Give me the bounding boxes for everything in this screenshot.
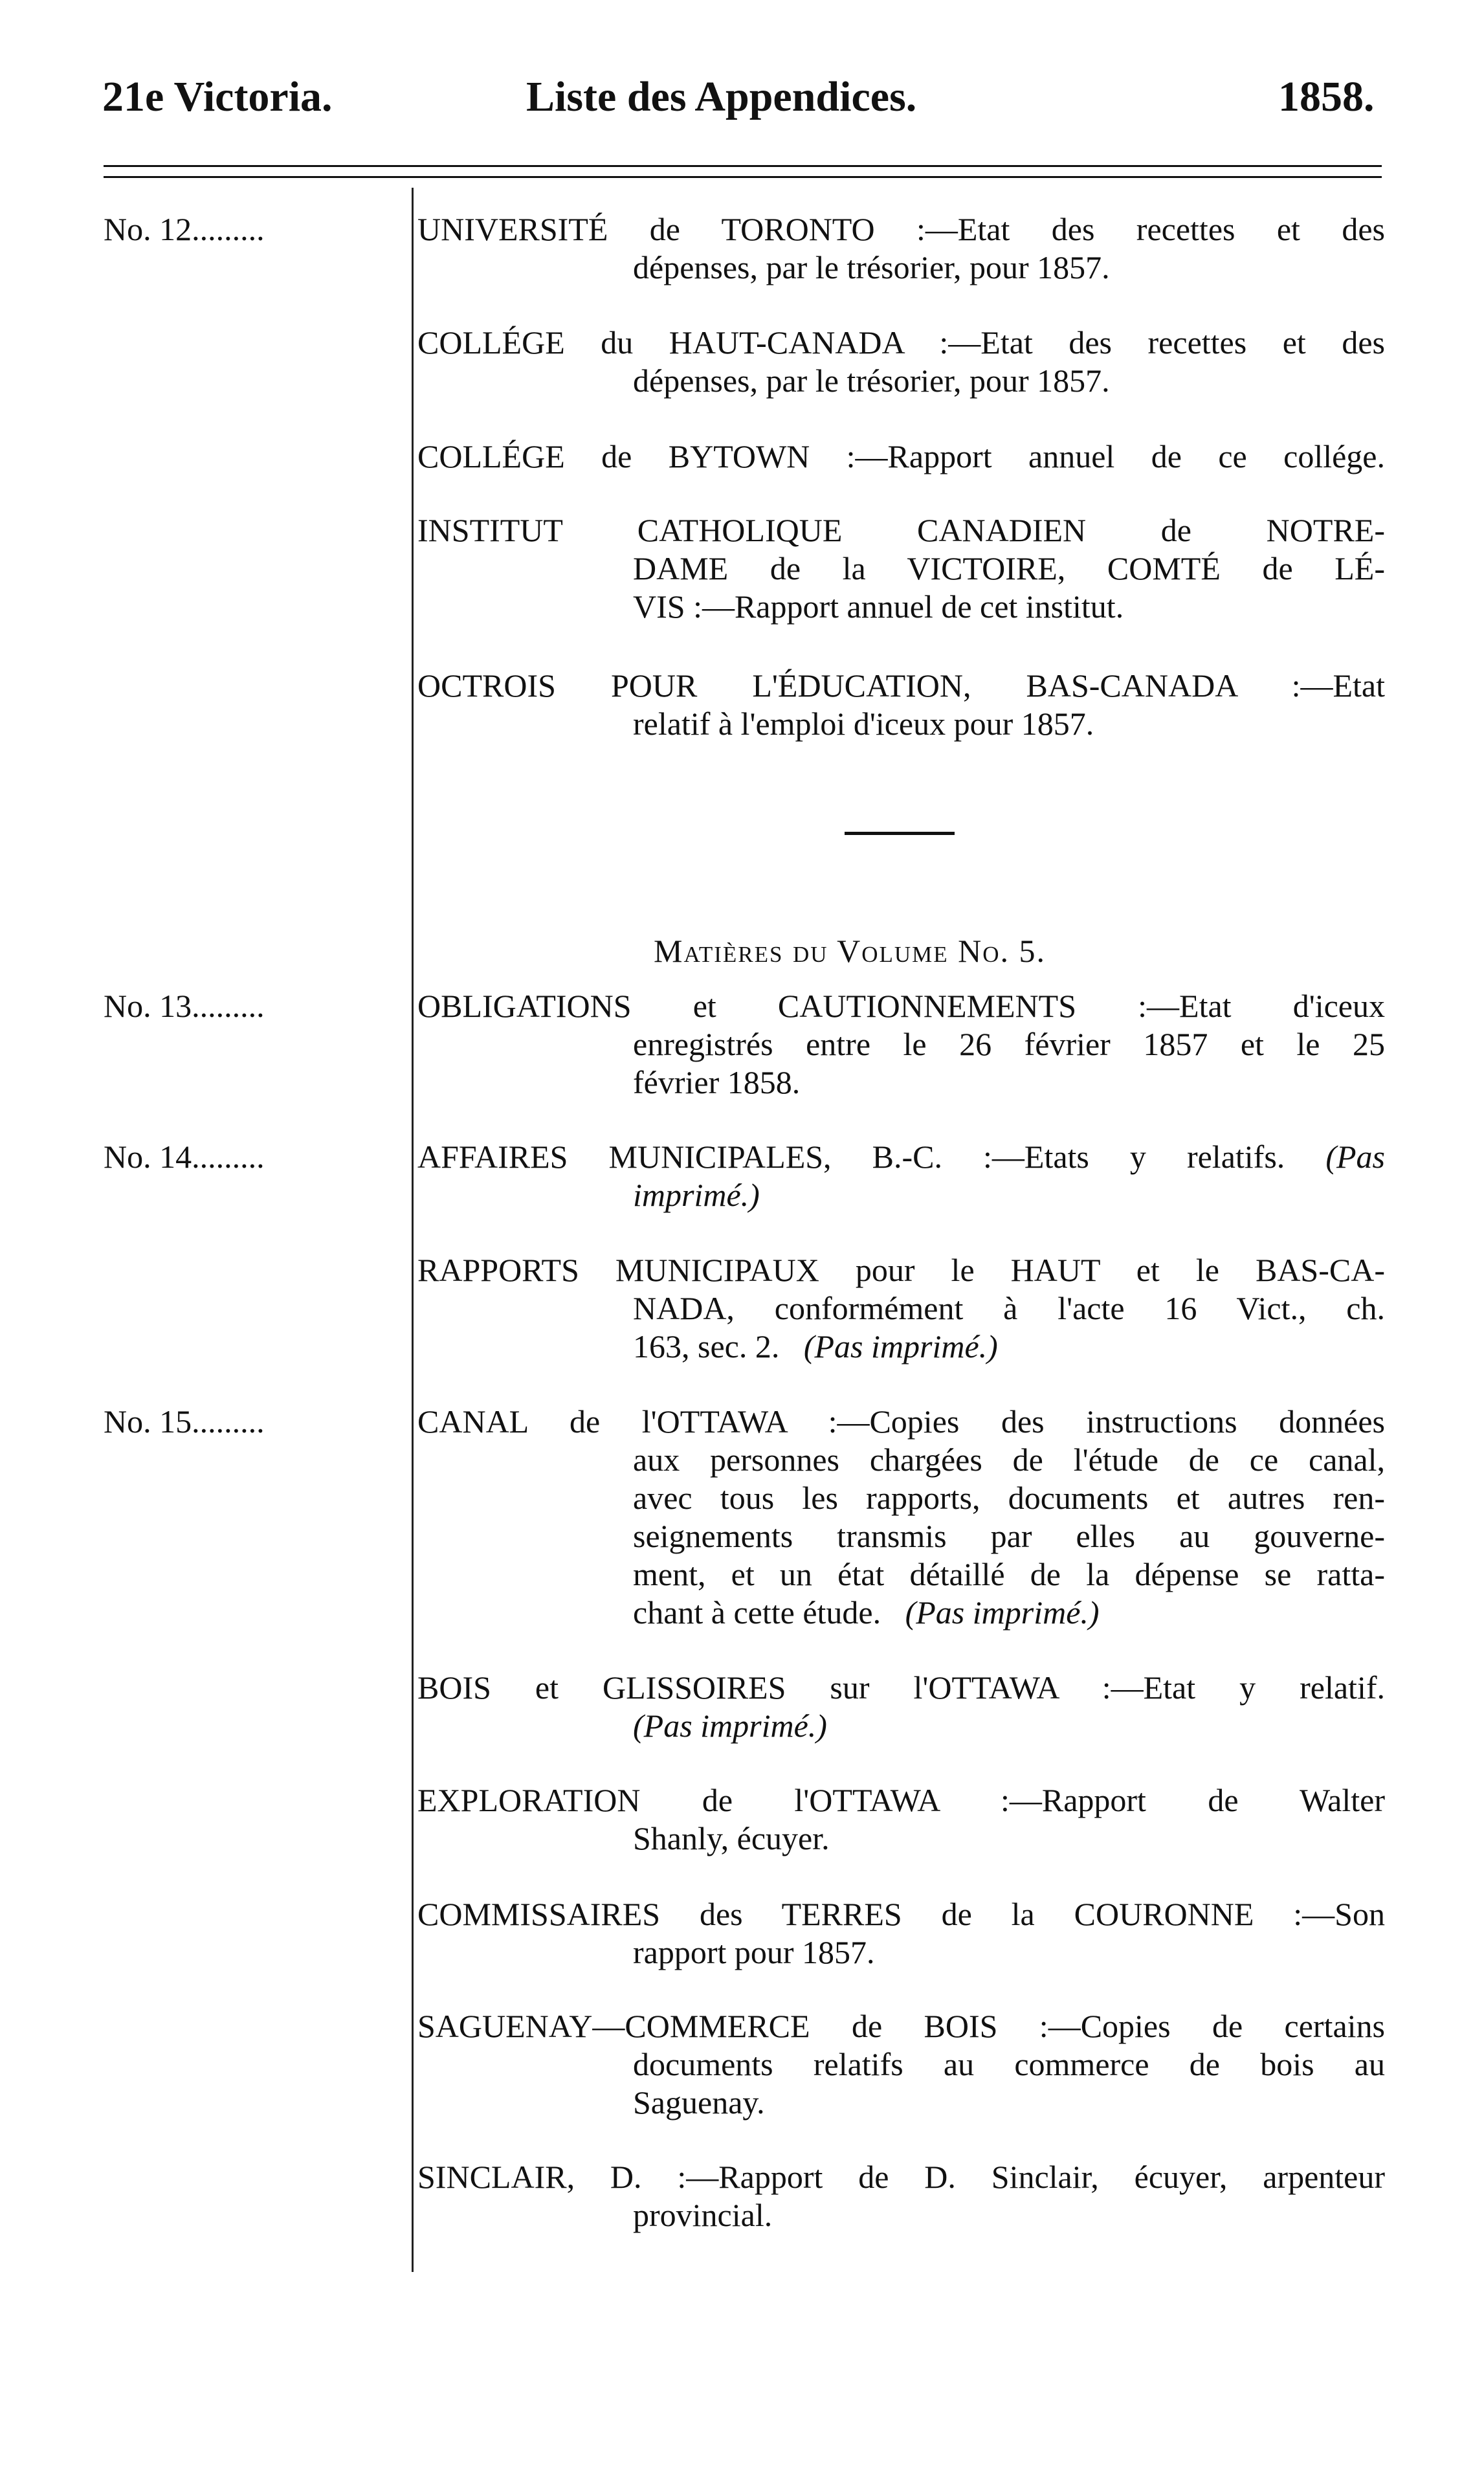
entry-rapports-municipaux (417, 1251, 1385, 1366)
entry-line: NADA, conformément à l'acte 16 Vict., ch. (633, 1290, 1385, 1326)
entry-octrois-education (417, 667, 1385, 743)
entry-note: imprimé.) (633, 1177, 760, 1213)
section-separator (845, 832, 955, 835)
entry-line: Saguenay. (633, 2084, 765, 2121)
entry-line: provincial. (633, 2197, 773, 2233)
entry-line (417, 1594, 1385, 1632)
entry-line: Shanly, écuyer. (633, 1820, 830, 1856)
header-rule-top (104, 165, 1382, 167)
entry-line: relatif à l'emploi d'iceux pour 1857. (633, 706, 1094, 742)
entry-line: enregistrés entre le 26 février 1857 et le 25 (633, 1026, 1385, 1062)
entry-college-bytown (417, 438, 1385, 476)
entry-line: rapport pour 1857. (633, 1934, 875, 1970)
entry-line: ment, et un état détaillé de la dépense se ratta- (633, 1556, 1385, 1592)
entry-line: CANAL de l'OTTAWA :—Copies des instructions données (417, 1403, 1385, 1440)
appendix-number-12: No. 12......... (104, 211, 265, 247)
entry-line: VIS :—Rapport annuel de cet institut. (633, 588, 1124, 625)
entry-line (417, 1707, 1385, 1745)
header-session: 21e Victoria. (102, 73, 333, 120)
section-title: Matières du Volume No. 5. (654, 933, 1047, 969)
entry-line: UNIVERSITÉ de TORONTO :—Etat des recettes et des (417, 211, 1385, 247)
entry-line: INSTITUT CATHOLIQUE CANADIEN de NOTRE- (417, 512, 1385, 548)
entry-commissaires-terres (417, 1895, 1385, 1972)
entry-line: DAME de la VICTOIRE, COMTÉ de LÉ- (633, 550, 1385, 586)
entry-line: OCTROIS POUR L'ÉDUCATION, BAS-CANADA :—Etat (417, 667, 1385, 704)
entry-text: 163, sec. 2. (633, 1328, 780, 1364)
entry-line: aux personnes chargées de l'étude de ce canal, (633, 1442, 1385, 1478)
entry-affaires-municipales (417, 1138, 1385, 1214)
appendix-number-13: No. 13......... (104, 988, 265, 1024)
entry-note: (Pas (1325, 1139, 1385, 1175)
entry-note: (Pas imprimé.) (803, 1328, 998, 1364)
entry-line: SAGUENAY—COMMERCE de BOIS :—Copies de certains (417, 2008, 1385, 2044)
entry-exploration-ottawa (417, 1781, 1385, 1858)
header-title: Liste des Appendices. (526, 73, 917, 120)
header-rule-bottom (104, 176, 1382, 178)
entry-canal-ottawa (417, 1403, 1385, 1632)
appendix-number-15: No. 15......... (104, 1403, 265, 1440)
entry-line (417, 1328, 1385, 1366)
entry-line: EXPLORATION de l'OTTAWA :—Rapport de Walter (417, 1782, 1385, 1818)
entry-saguenay-commerce (417, 2007, 1385, 2122)
entry-line: dépenses, par le trésorier, pour 1857. (633, 249, 1110, 285)
entry-institut-catholique (417, 511, 1385, 626)
entry-line (417, 1138, 1385, 1176)
entry-sinclair (417, 2158, 1385, 2234)
entry-line: COMMISSAIRES des TERRES de la COURONNE :—Son (417, 1896, 1385, 1932)
entry-line: dépenses, par le trésorier, pour 1857. (633, 362, 1110, 399)
entry-line: OBLIGATIONS et CAUTIONNEMENTS :—Etat d'iceux (417, 988, 1385, 1024)
appendix-number-14: No. 14......... (104, 1139, 265, 1175)
entry-line: RAPPORTS MUNICIPAUX pour le HAUT et le BAS-CA- (417, 1252, 1385, 1288)
entry-obligations (417, 987, 1385, 1102)
entry-college-haut-canada (417, 324, 1385, 400)
entry-line (417, 1176, 1385, 1214)
header-year: 1858. (1278, 73, 1375, 120)
entry-line: février 1858. (633, 1064, 801, 1100)
entry-line: COLLÉGE de BYTOWN :—Rapport annuel de ce collége. (417, 438, 1385, 474)
entry-note: (Pas imprimé.) (633, 1708, 827, 1744)
column-divider (412, 188, 414, 2272)
entry-note: (Pas imprimé.) (905, 1594, 1100, 1631)
entry-line: seignements transmis par elles au gouverne- (633, 1518, 1385, 1554)
entry-line: SINCLAIR, D. :—Rapport de D. Sinclair, écuyer, arpenteur (417, 2159, 1385, 2195)
entry-text: AFFAIRES MUNICIPALES, B.-C. :—Etats y relatifs. (417, 1139, 1285, 1175)
entry-text: chant à cette étude. (633, 1594, 881, 1631)
entry-universite (417, 210, 1385, 287)
entry-line: COLLÉGE du HAUT-CANADA :—Etat des recettes et des (417, 324, 1385, 361)
entry-line: documents relatifs au commerce de bois au (633, 2046, 1385, 2082)
entry-line: avec tous les rapports, documents et autres ren- (633, 1480, 1385, 1516)
entry-line: BOIS et GLISSOIRES sur l'OTTAWA :—Etat y relatif. (417, 1669, 1385, 1706)
entry-bois-glissoires (417, 1669, 1385, 1745)
